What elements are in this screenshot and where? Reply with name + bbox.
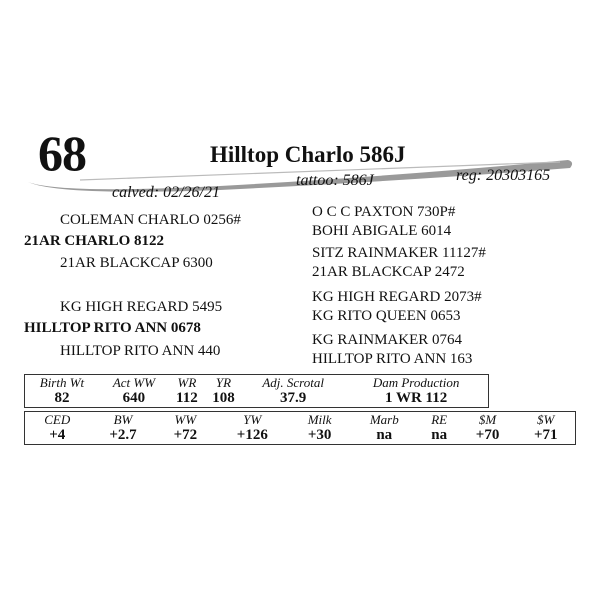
lot-number: 68 (38, 125, 86, 181)
registration-number: reg: 20303165 (456, 167, 551, 184)
epd-table (24, 411, 576, 445)
dam-sire: KG HIGH REGARD 5495 (60, 299, 223, 315)
pedigree-right-line: SITZ RAINMAKER 11127# (312, 245, 486, 261)
animal-name: Hilltop Charlo 586J (210, 142, 406, 167)
performance-value: 37.9 (280, 390, 307, 406)
epd-header: BW (113, 412, 133, 427)
epd-value: +4 (49, 427, 66, 443)
performance-header: Birth Wt (39, 375, 85, 390)
sire-dam: 21AR BLACKCAP 6300 (60, 255, 213, 271)
pedigree-right-line: KG RITO QUEEN 0653 (312, 308, 461, 324)
epd-header: YW (243, 412, 262, 427)
calved-date: calved: 02/26/21 (112, 184, 220, 201)
epd-value: na (431, 427, 448, 443)
epd-header: $W (537, 412, 555, 427)
epd-value: +2.7 (109, 427, 137, 443)
epd-value: +71 (533, 427, 558, 443)
performance-value: 108 (212, 390, 235, 406)
performance-header: Adj. Scrotal (262, 375, 324, 390)
epd-value: +126 (236, 427, 268, 443)
epd-header: CED (44, 412, 71, 427)
performance-value: 640 (122, 390, 146, 406)
sire: 21AR CHARLO 8122 (24, 233, 165, 249)
epd-header: RE (431, 412, 448, 427)
pedigree-right-line: KG HIGH REGARD 2073# (312, 289, 482, 305)
epd-header: WW (174, 412, 197, 427)
performance-value: 112 (176, 390, 198, 406)
performance-header: Dam Production (372, 375, 460, 390)
tattoo: tattoo: 586J (296, 172, 374, 189)
pedigree-right-line: BOHI ABIGALE 6014 (312, 223, 452, 239)
pedigree-right-line: O C C PAXTON 730P# (312, 204, 456, 220)
pedigree-right-line: 21AR BLACKCAP 2472 (312, 264, 465, 280)
performance-value: 1 WR 112 (385, 390, 448, 406)
dam-dam: HILLTOP RITO ANN 440 (60, 343, 221, 359)
epd-header: Marb (369, 412, 399, 427)
performance-header: YR (215, 375, 232, 390)
performance-header: Act WW (112, 375, 156, 390)
epd-value: +30 (307, 427, 332, 443)
dam: HILLTOP RITO ANN 0678 (24, 320, 201, 336)
performance-value: 82 (54, 390, 70, 406)
epd-value: +70 (475, 427, 500, 443)
performance-header: WR (177, 375, 197, 390)
epd-value: na (376, 427, 393, 443)
performance-table (24, 374, 489, 408)
epd-header: $M (478, 412, 497, 427)
pedigree-right-line: KG RAINMAKER 0764 (312, 332, 462, 348)
epd-value: +72 (173, 427, 198, 443)
pedigree-right-line: HILLTOP RITO ANN 163 (312, 351, 473, 367)
epd-header: Milk (307, 412, 332, 427)
sire-sire: COLEMAN CHARLO 0256# (60, 212, 241, 228)
